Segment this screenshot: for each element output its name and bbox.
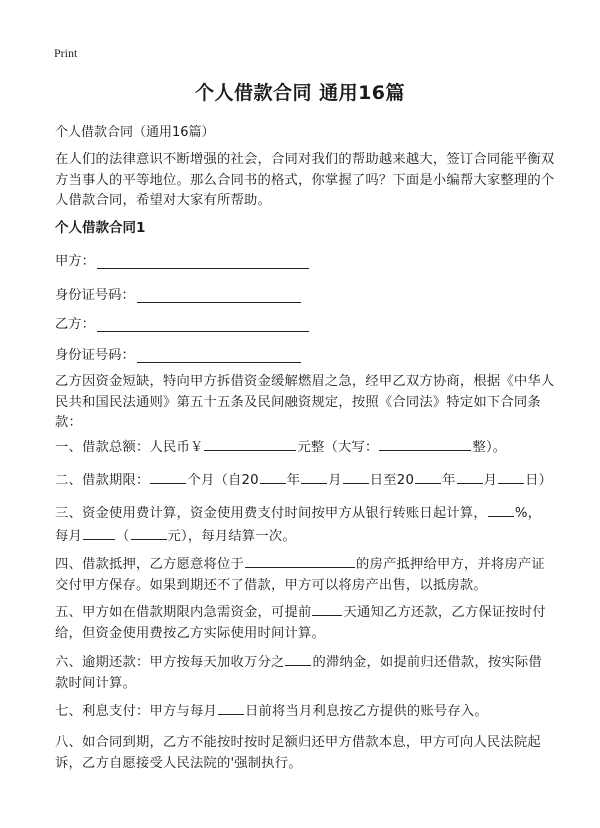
clause-1-text-a: 一、借款总额：人民币￥ [55,440,204,455]
clause-7-text-a: 七、利息支付：甲方与每月 [55,704,217,719]
property-location-blank [245,553,355,568]
clause-7-text-b: 日前将当月利息按乙方提供的账号存入。 [244,704,488,719]
print-label[interactable]: Print [54,46,78,60]
party-a-blank [97,254,309,269]
rate-blank [488,502,514,517]
clause-2-text-g: 月 [483,473,498,488]
clause-8-line-2: 诉，乙方自愿接受人民法院的'强制执行。 [55,755,302,771]
id-a-field [55,284,301,303]
id-a-blank [137,288,301,303]
start-month-blank [301,469,327,484]
clause-6-line-2: 款时间计算。 [55,675,136,691]
party-b-field [55,313,309,332]
clause-3-line-2a: 每月 [55,528,82,544]
clause-2-text-a: 二、借款期限： [55,473,150,488]
start-year-blank [260,469,286,484]
clause-4 [55,553,555,596]
id-b-blank [137,348,301,363]
clause-6 [55,651,555,694]
clause-2-text-c: 年 [286,473,301,488]
clause-5-line-1a: 五、甲方如在借款期限内急需资金，可提前 [55,605,312,620]
clause-1 [55,436,555,459]
clause-1-text-c: 整）。 [472,440,507,455]
id-a-label: 身份证号码： [55,288,135,303]
monthly-amount-blank [131,525,167,540]
clause-2-text-e: 日至20 [369,473,415,488]
id-b-field [55,344,301,363]
clause-3-line-1b: %， [514,506,542,521]
interest-day-blank [218,700,244,715]
clause-1-text-b: 元整（大写： [297,440,379,455]
clause-3-line-2c: 元），每月结算一次。 [167,528,296,544]
end-month-blank [457,469,483,484]
penalty-rate-blank [285,651,311,666]
notice-days-blank [312,601,342,616]
party-b-label: 乙方： [55,317,95,332]
clause-3-line-2b: （ [116,528,130,544]
months-blank [150,469,186,484]
amount-blank [204,436,296,451]
clause-7 [55,700,555,723]
clause-5 [55,601,555,644]
clause-3-line-1a: 三、资金使用费计算，资金使用费支付时间按甲方从银行转账日起计算， [55,506,487,521]
clause-2-text-b: 个月（自20 [187,473,259,488]
preamble-paragraph: 乙方因资金短缺，特向甲方拆借资金缓解燃眉之急，经甲乙双方协商，根据《中华人民共和国民法通则》第五十五条及民间融资规定，按照《合同法》特定如下合同条款： [55,374,555,430]
clause-5-line-1b: 天通知乙方还款，乙方保证按时付 [343,605,546,620]
clause-8 [55,733,555,774]
clause-2-text-f: 年 [442,473,456,488]
clause-2-text-h: 日） [525,473,553,488]
clause-4-line-2: 交付甲方保存。如果到期还不了借款，甲方可以将房产出售，以抵房款。 [55,577,487,593]
amount-words-blank [379,436,471,451]
start-day-blank [343,469,369,484]
end-day-blank [498,469,524,484]
document-title: 个人借款合同 通用16篇 [194,82,406,104]
id-b-label: 身份证号码： [55,348,135,363]
clause-6-line-1b: 的滞纳金，如提前归还借款，按实际借 [312,655,542,670]
clause-8-line-1: 八、如合同到期，乙方不能按时按时足额归还甲方借款本息，甲方可向人民法院起 [55,735,541,750]
party-b-blank [97,317,309,332]
monthly-blank [83,525,115,540]
end-year-blank [415,469,441,484]
clause-2-text-d: 月 [328,473,342,488]
intro-paragraph: 在人们的法律意识不断增强的社会，合同对我们的帮助越来越大，签订合同能平衡双方当事人的平等地位。那么合同书的格式，你掌握了吗？下面是小编帮大家整理的个人借款合同，希望对大家有所帮助。 [55,152,555,208]
clause-2 [55,469,555,492]
party-a-label: 甲方： [55,254,95,269]
clause-4-line-1a: 四、借款抵押，乙方愿意将位于 [55,557,244,572]
clause-5-line-2: 给，但资金使用费按乙方实际使用时间计算。 [55,625,325,641]
clause-3 [55,502,555,547]
clause-6-line-1a: 六、逾期还款：甲方按每天加收万分之 [55,655,285,670]
party-a-field [55,250,309,269]
document-subtitle: 个人借款合同（通用16篇） [55,125,215,140]
section-heading: 个人借款合同1 [55,220,146,236]
clause-4-line-1b: 的房产抵押给甲方，并将房产证 [355,557,545,572]
